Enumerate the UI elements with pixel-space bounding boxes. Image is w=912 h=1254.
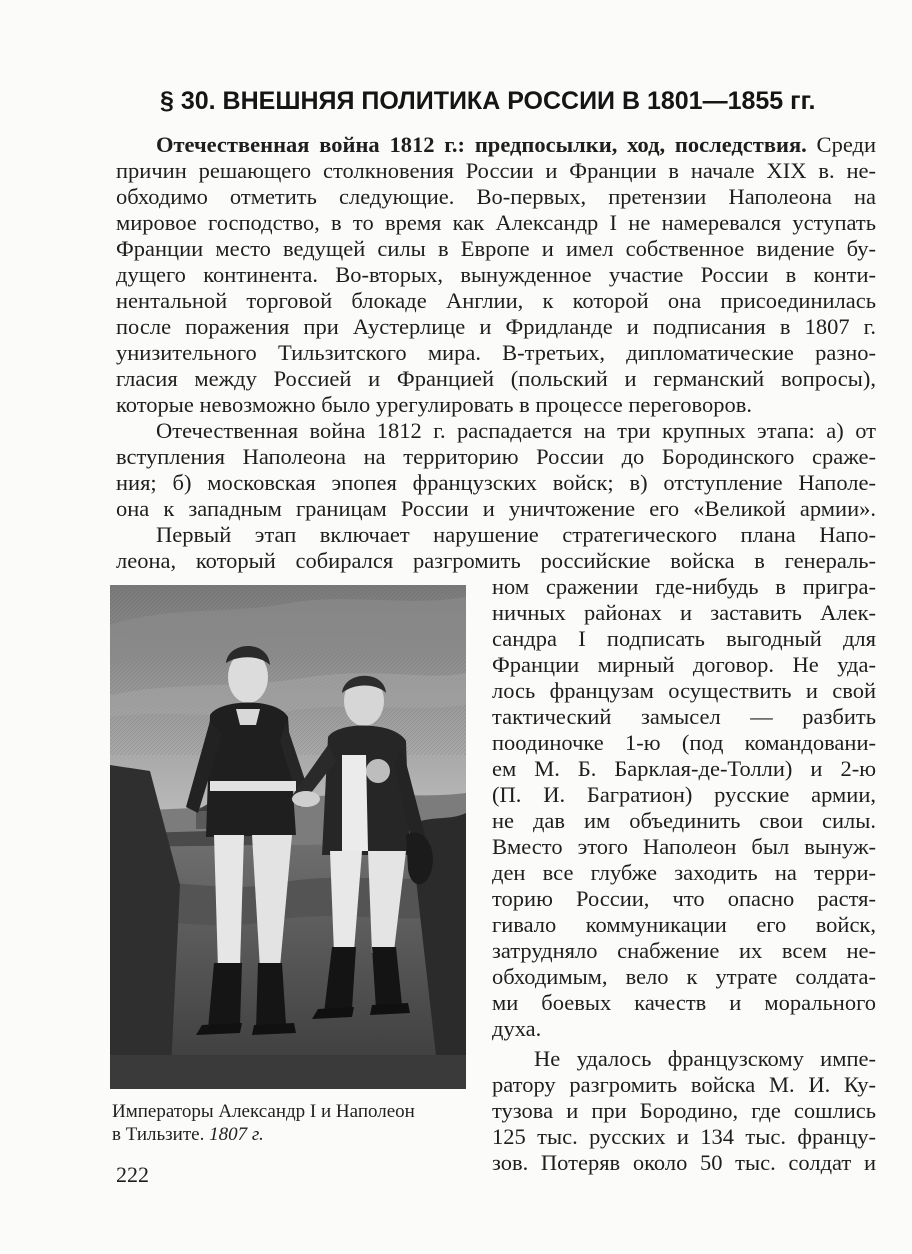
- paragraph-2-line: вступления Наполеона на территорию России до Бородинского сраже-: [116, 444, 876, 469]
- paragraph-1-line: которые невозможно было урегулировать в процессе переговоров.: [116, 392, 752, 417]
- paragraph-3-column-line: затрудняло снабжение их всем не-: [492, 938, 876, 963]
- paragraph-3-column-line: ничных районах и заставить Алек-: [492, 600, 876, 625]
- paragraph-1-line: дущего континента. Во-вторых, вынужденное участие России в конти-: [116, 262, 876, 287]
- section-title: § 30. ВНЕШНЯЯ ПОЛИТИКА РОССИИ В 1801—1855 гг.: [160, 87, 816, 115]
- engraving-illustration: [110, 585, 466, 1089]
- paragraph-1-line: причин решающего столкновения России и Франции в начале XIX в. не-: [116, 158, 876, 183]
- paragraph-2-line: Отечественная война 1812 г. распадается на три крупных этапа: а) от: [156, 418, 876, 443]
- paragraph-3-column-line: гивало коммуникации его войск,: [492, 912, 876, 937]
- paragraph-3-column-line: (П. И. Багратион) русские армии,: [492, 782, 876, 807]
- paragraph-3-column-line: ном сражении где-нибудь в пригра-: [492, 574, 876, 599]
- paragraph-2-line: она к западным границам России и уничтожение его «Великой армии».: [116, 496, 876, 521]
- paragraph-3-column-line: сандра I подписать выгодный для: [492, 626, 876, 651]
- paragraph-4-line: зов. Потеряв около 50 тыс. солдат и: [492, 1150, 876, 1175]
- figure-caption-place: в Тильзите.: [112, 1124, 205, 1145]
- paragraph-3-line: леона, который собирался разгромить российские войска в генераль-: [116, 548, 876, 573]
- paragraph-lead-heading: Отечественная война 1812 г.: предпосылки, ход, последствия.: [156, 132, 807, 157]
- paragraph-3-column-line: обходимым, вело к утрате солдата-: [492, 964, 876, 989]
- paragraph-3-column-line: не дав им объединить свои силы.: [492, 808, 876, 833]
- paragraph-4-line: Не удалось французскому импе-: [534, 1046, 876, 1071]
- paragraph-1-line: унизительного Тильзитского мира. В-третьих, дипломатические разно-: [116, 340, 876, 365]
- paragraph-4-line: 125 тыс. русских и 134 тыс. францу-: [492, 1124, 876, 1149]
- paragraph-3-line: Первый этап включает нарушение стратегического плана Напо-: [156, 522, 876, 547]
- paragraph-1-line-1-rest: Среди: [806, 132, 876, 157]
- paragraph-4-line: тузова и при Бородино, где сошлись: [492, 1098, 876, 1123]
- paragraph-4-line: ратору разгромить войска М. И. Ку-: [492, 1072, 876, 1097]
- paragraph-3-column-line: торию России, что опасно растя-: [492, 886, 876, 911]
- paragraph-3-column-line: духа.: [492, 1016, 542, 1041]
- paragraph-3-column-line: ден все глубже заходить на терри-: [492, 860, 876, 885]
- paragraph-3-column-line: лось французам осуществить и свой: [492, 678, 876, 703]
- paragraph-1-line: гласия между Россией и Францией (польский и германский вопросы),: [116, 366, 876, 391]
- paragraph-1-line: мировое господство, в то время как Александр I не намеревался уступать: [116, 210, 876, 235]
- paragraph-3-column-line: ми боевых качеств и морального: [492, 990, 876, 1015]
- page-number: 222: [116, 1162, 149, 1187]
- paragraph-2-line: ния; б) московская эпопея французских войск; в) отступление Наполе-: [116, 470, 876, 495]
- paragraph-1-line: нентальной торговой блокаде Англии, к которой она присоединилась: [116, 288, 876, 313]
- paragraph-3-column-line: Вместо этого Наполеон был вынуж-: [492, 834, 876, 859]
- paragraph-3-column-line: ем М. Б. Барклая-де-Толли) и 2-ю: [492, 756, 876, 781]
- paragraph-3-column-line: тактический замысел — разбить: [492, 704, 876, 729]
- paragraph-1-line-1: [156, 132, 876, 158]
- engraving-artwork: [110, 585, 466, 1089]
- paragraph-1-line: обходимо отметить следующие. Во-первых, претензии Наполеона на: [116, 184, 876, 209]
- paragraph-3-column-line: поодиночке 1-ю (под командовани-: [492, 730, 876, 755]
- figure-caption-line: [112, 1123, 472, 1146]
- paragraph-3-column-line: Франции мирный договор. Не уда-: [492, 652, 876, 677]
- figure-caption-year: 1807 г.: [209, 1124, 264, 1145]
- paragraph-1-line: после поражения при Аустерлице и Фридланде и подписания в 1807 г.: [116, 314, 876, 339]
- paragraph-1-line: Франции место ведущей силы в Европе и имел собственное видение бу-: [116, 236, 876, 261]
- figure-caption-line: Императоры Александр I и Наполеон: [112, 1101, 415, 1122]
- figure-caption: [112, 1100, 472, 1146]
